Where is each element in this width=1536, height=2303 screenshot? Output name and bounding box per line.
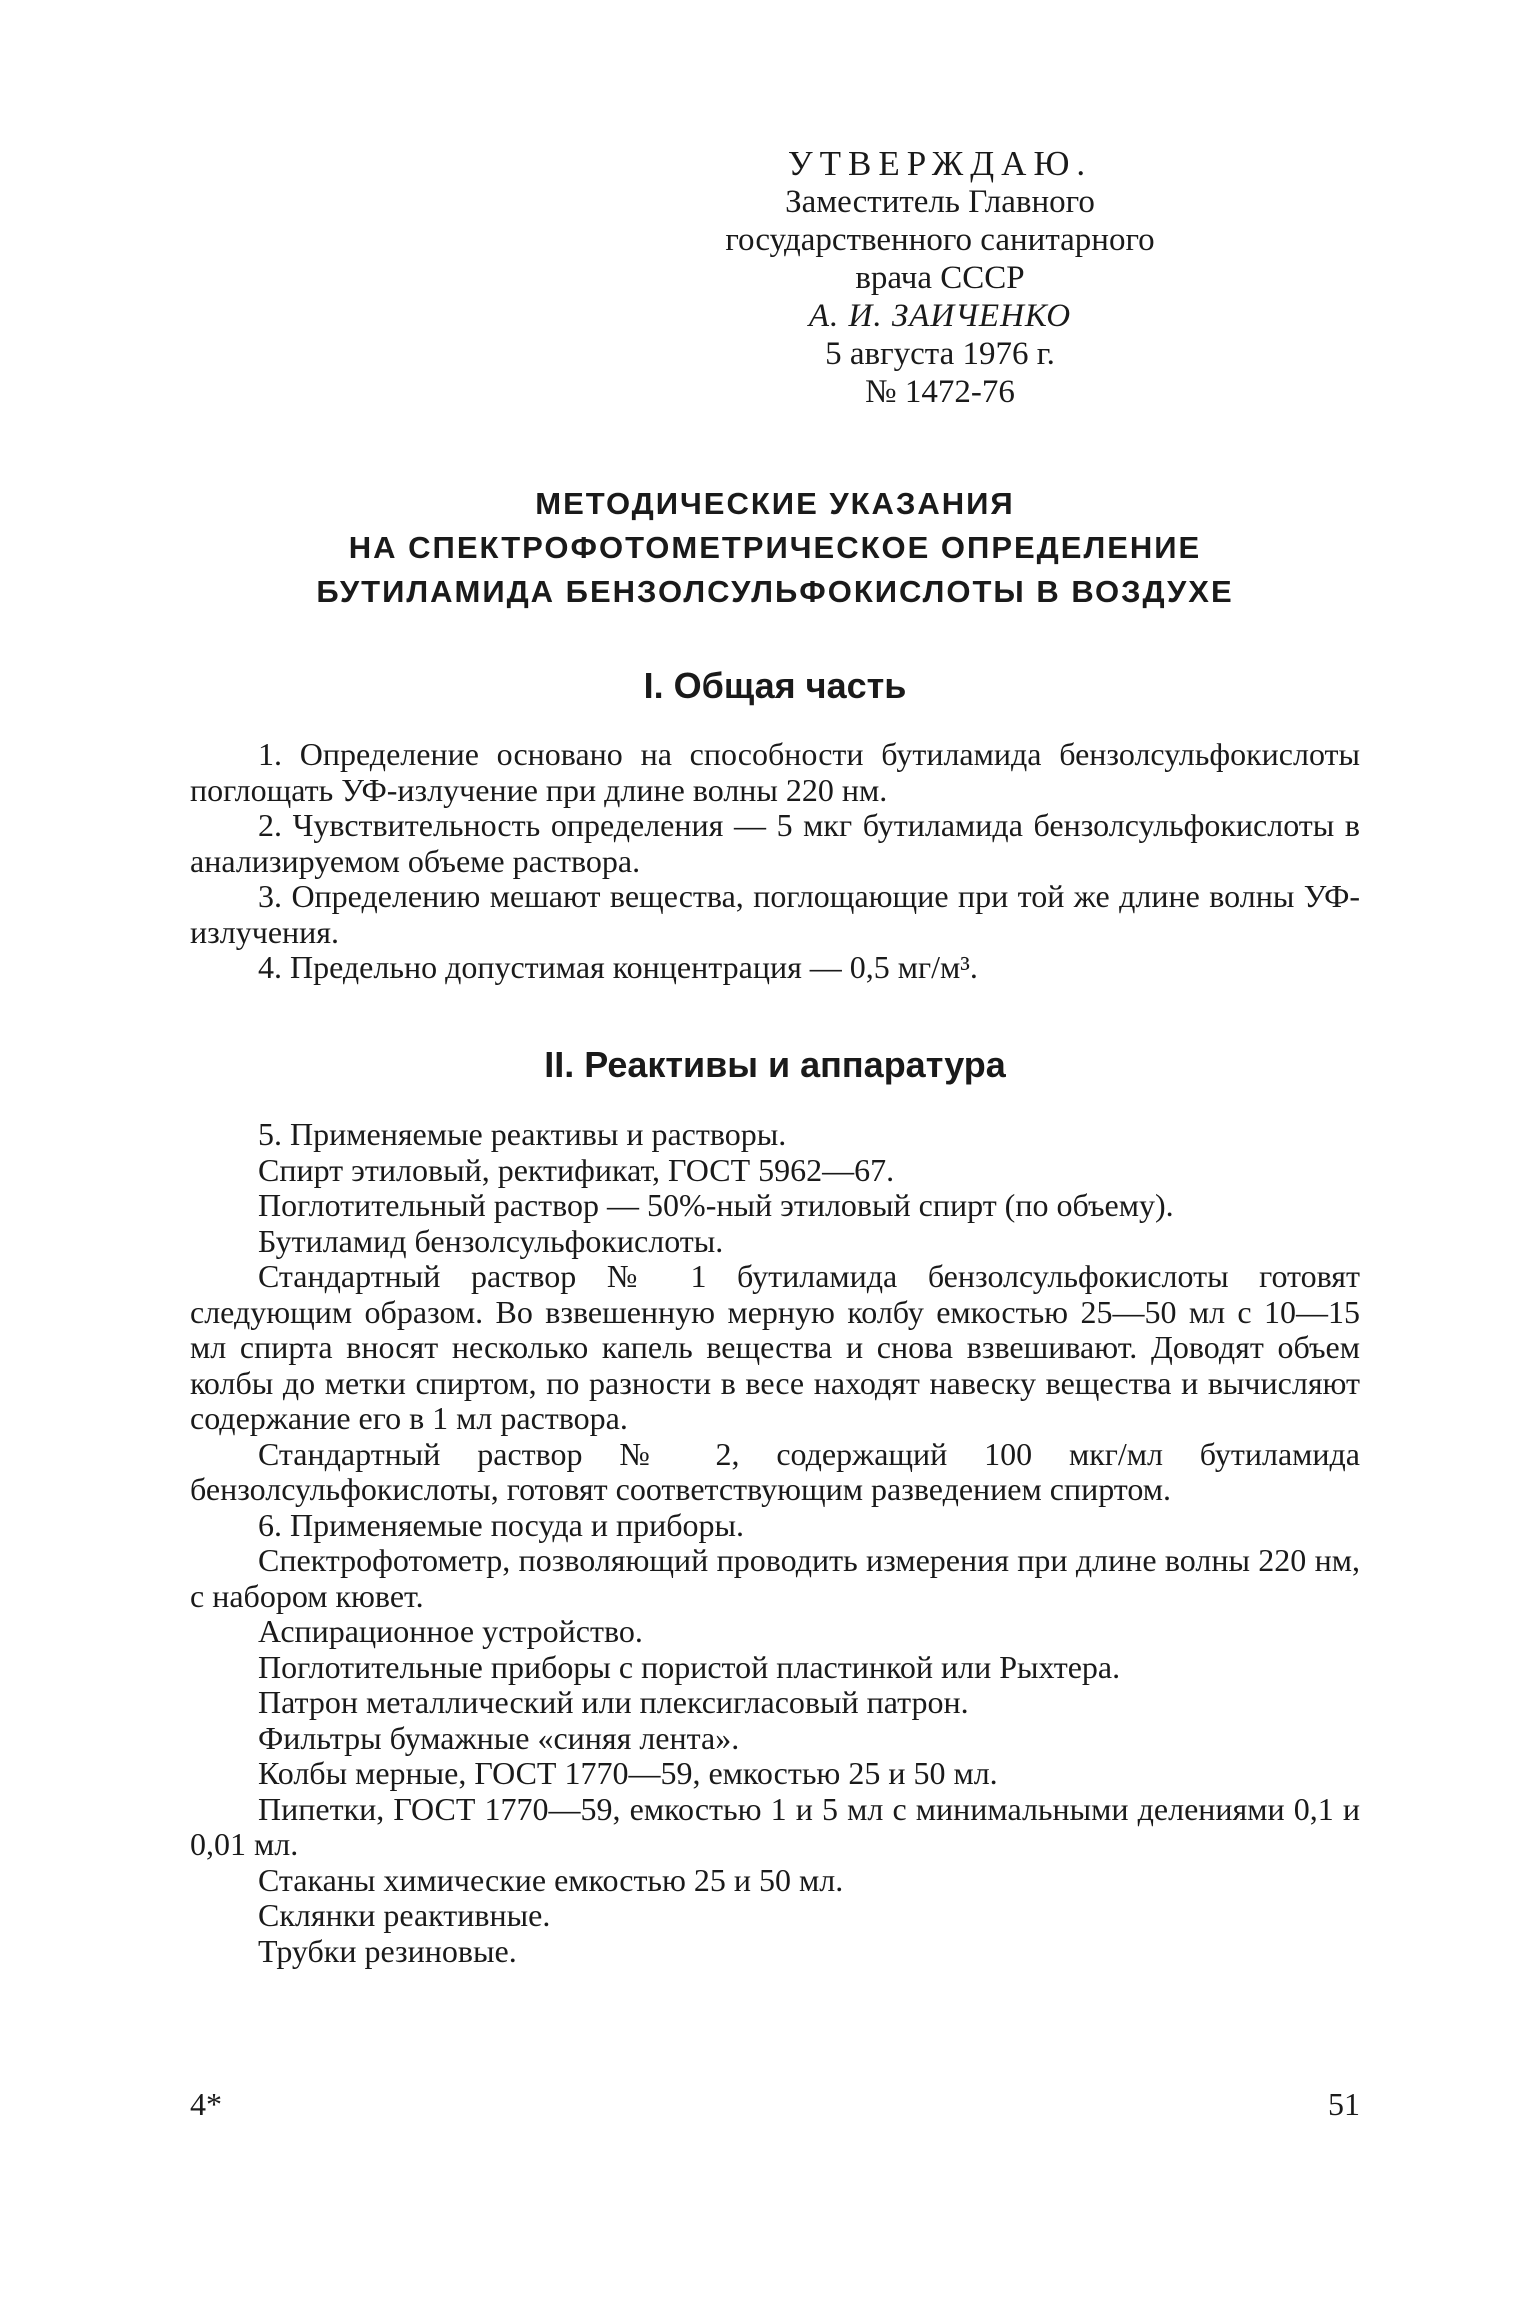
section-2-paragraph-16: Склянки реактивные. <box>258 1897 551 1933</box>
approval-date: 5 августа 1976 г. <box>825 336 1055 372</box>
section-1-body <box>190 737 1360 986</box>
section-1-paragraph-2: 2. Чувствительность определения — 5 мкг бутиламида бензолсульфокислоты в анализируемом объеме раствора. <box>190 807 1360 879</box>
section-2-paragraph-13: Колбы мерные, ГОСТ 1770—59, емкостью 25 и 50 мл. <box>258 1755 998 1791</box>
section-2-paragraph-5: Стандартный раствор № 1 бутиламида бензолсульфокислоты готовят следующим образом. Во взвешенную мерную колбу емкостью 25—50 мл с 10—15 мл спирта вносят несколько капель вещества и снова взвешивают. Доводят объем колбы до метки спиртом, по разности в весе находят навеску вещества и вычисляют содержание его в 1 мл раствора. <box>190 1258 1360 1436</box>
section-2-paragraph-10: Поглотительные приборы с пористой пластинкой или Рыхтера. <box>258 1648 1121 1685</box>
approval-position-line-2: государственного санитарного <box>725 222 1155 258</box>
section-2-paragraph-8: Спектрофотометр, позволяющий проводить измерения при длине волны 220 нм, с набором кювет. <box>190 1542 1360 1614</box>
section-2-paragraph-1: 5. Применяемые реактивы и растворы. <box>258 1116 787 1152</box>
section-2-body <box>190 1117 1360 1969</box>
section-2-paragraph-6: Стандартный раствор № 2, содержащий 100 мкг/мл бутиламида бензолсульфокислоты, готовят соответствующим разведением спиртом. <box>190 1435 1360 1507</box>
approval-position-line-1: Заместитель Главного <box>785 184 1095 220</box>
section-2-paragraph-2: Спирт этиловый, ректификат, ГОСТ 5962—67. <box>258 1151 895 1188</box>
approval-stamp: УТВЕРЖДАЮ. <box>787 144 1093 183</box>
section-2-paragraph-9: Аспирационное устройство. <box>258 1613 643 1649</box>
section-2-paragraph-4: Бутиламид бензолсульфокислоты. <box>258 1222 724 1259</box>
title-line-1: МЕТОДИЧЕСКИЕ УКАЗАНИЯ <box>535 486 1015 521</box>
approval-position-line-3: врача СССР <box>855 260 1025 296</box>
document-page <box>190 0 1360 2303</box>
title-line-2: НА СПЕКТРОФОТОМЕТРИЧЕСКОЕ ОПРЕДЕЛЕНИЕ <box>348 530 1202 565</box>
section-2-paragraph-7: 6. Применяемые посуда и приборы. <box>258 1506 745 1543</box>
approval-name: А. И. ЗАИЧЕНКО <box>808 298 1072 334</box>
section-2-paragraph-3: Поглотительный раствор — 50%-ный этиловый спирт (по объему). <box>258 1187 1174 1223</box>
approval-number: № 1472-76 <box>865 374 1015 410</box>
section-2-paragraph-15: Стаканы химические емкостью 25 и 50 мл. <box>258 1861 844 1898</box>
title-line-3: БУТИЛАМИДА БЕНЗОЛСУЛЬФОКИСЛОТЫ В ВОЗДУХЕ <box>316 574 1234 609</box>
section-1-paragraph-4: 4. Предельно допустимая концентрация — 0,5 мг/м³. <box>258 949 978 985</box>
approval-block <box>190 145 1360 411</box>
section-1-paragraph-3: 3. Определению мешают вещества, поглощающие при той же длине волны УФ-излучения. <box>190 878 1360 950</box>
section-2-paragraph-17: Трубки резиновые. <box>258 1932 517 1969</box>
document-title <box>190 482 1360 614</box>
page-number: 51 <box>1328 2086 1360 2122</box>
signature-mark: 4* <box>190 2086 222 2122</box>
section-2-paragraph-12: Фильтры бумажные «синяя лента». <box>258 1719 740 1756</box>
section-1-paragraph-1: 1. Определение основано на способности бутиламида бензолсульфокислоты поглощать УФ-излучение при длине волны 220 нм. <box>190 736 1360 808</box>
section-2-heading: II. Реактивы и аппаратура <box>544 1044 1006 1085</box>
section-2-paragraph-11: Патрон металлический или плексигласовый патрон. <box>258 1684 969 1720</box>
section-1-heading: I. Общая часть <box>643 665 907 706</box>
section-2-paragraph-14: Пипетки, ГОСТ 1770—59, емкостью 1 и 5 мл с минимальными делениями 0,1 и 0,01 мл. <box>190 1790 1360 1862</box>
